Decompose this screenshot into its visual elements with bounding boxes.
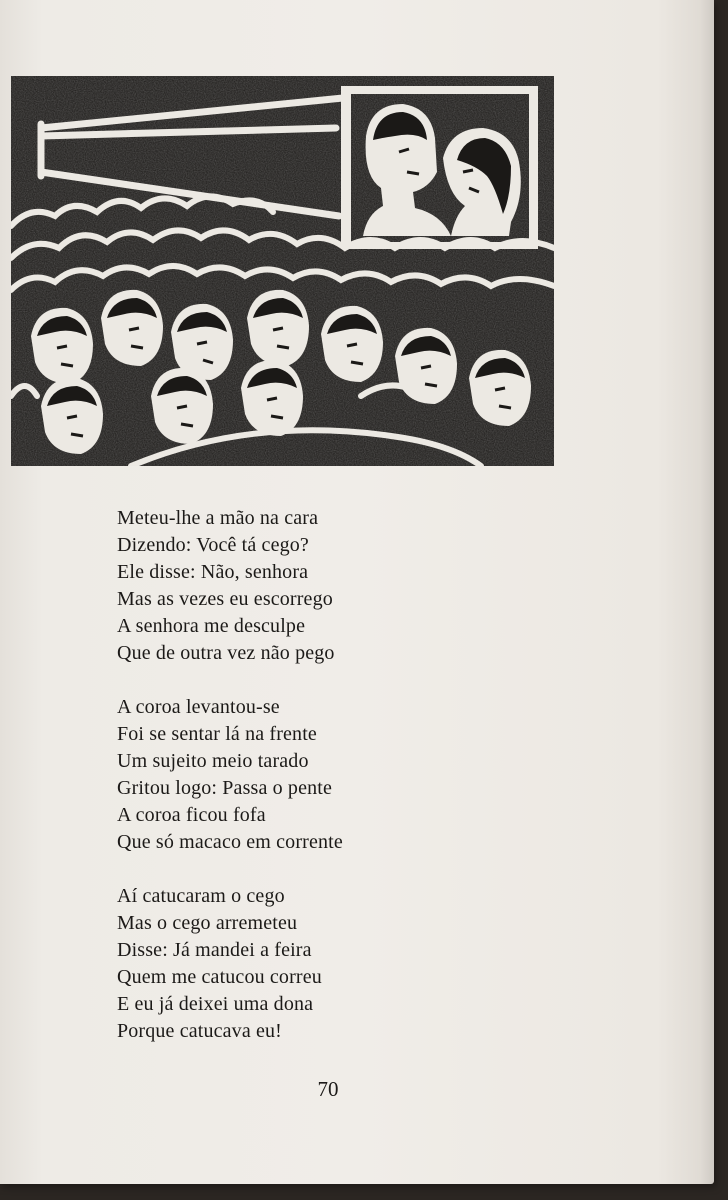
poem-line: Disse: Já mandei a feira	[117, 939, 312, 961]
stanza-1	[117, 505, 597, 667]
poem-line: Ele disse: Não, senhora	[117, 561, 309, 583]
poem-line: Porque catucava eu!	[117, 1020, 282, 1042]
poem-line: E eu já deixei uma dona	[117, 993, 314, 1015]
poem-text	[117, 505, 597, 1072]
poem-line: Meteu-lhe a mão na cara	[117, 507, 319, 529]
stanza-3	[117, 883, 597, 1045]
poem-line: Quem me catucou correu	[117, 966, 322, 988]
poem-line: Dizendo: Você tá cego?	[117, 534, 309, 556]
poem-line: Um sujeito meio tarado	[117, 750, 309, 772]
poem-line: A coroa levantou-se	[117, 696, 280, 718]
poem-line: Mas o cego arremeteu	[117, 912, 298, 934]
poem-line: Mas as vezes eu escorrego	[117, 588, 333, 610]
poem-line: A senhora me desculpe	[117, 615, 306, 637]
poem-line: Que de outra vez não pego	[117, 642, 335, 664]
poem-line: Foi se sentar lá na frente	[117, 723, 317, 745]
page-edge-shadow	[700, 0, 714, 1184]
poem-line: Gritou logo: Passa o pente	[117, 777, 332, 799]
woodcut-cinema-illustration	[11, 76, 554, 466]
page-number: 70	[317, 1077, 339, 1101]
poem-line: Que só macaco em corrente	[117, 831, 343, 853]
poem-line: A coroa ficou fofa	[117, 804, 266, 826]
poem-line: Aí catucaram o cego	[117, 885, 285, 907]
movie-screen	[341, 86, 538, 249]
woodcut-image	[11, 76, 554, 466]
stanza-2	[117, 694, 597, 856]
